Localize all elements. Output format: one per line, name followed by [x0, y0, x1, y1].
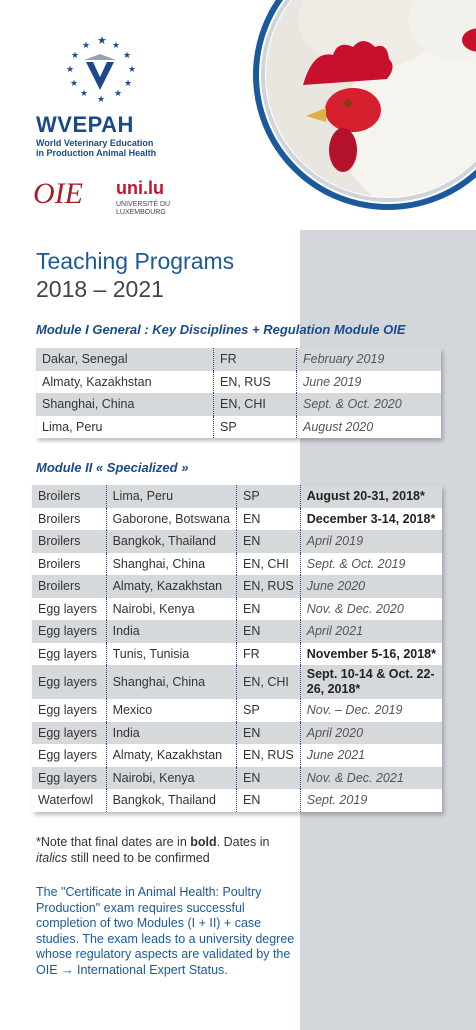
- language-cell: EN: [237, 620, 301, 643]
- module2-title: Module II « Specialized »: [36, 460, 189, 475]
- language-cell: EN: [237, 767, 301, 790]
- city-cell: Lima, Peru: [36, 416, 214, 439]
- svg-text:★: ★: [97, 95, 106, 105]
- table-row: [36, 416, 441, 439]
- language-cell: SP: [214, 416, 297, 439]
- language-cell: EN, RUS: [214, 371, 297, 394]
- language-cell: EN: [237, 508, 301, 531]
- table-row: [32, 485, 442, 508]
- date-cell: August 20-31, 2018*: [300, 485, 442, 508]
- city-cell: Gaborone, Botswana: [106, 508, 236, 531]
- wvepah-wordmark: WVEPAH: [36, 112, 134, 137]
- language-cell: EN: [237, 530, 301, 553]
- rooster-photo: [248, 0, 476, 210]
- date-cell: Sept. 10-14 & Oct. 22-26, 2018*: [300, 665, 442, 699]
- wvepah-subtitle: World Veterinary Education in Production Animal Health: [36, 138, 157, 158]
- city-cell: Tunis, Tunisia: [106, 643, 236, 666]
- language-cell: EN, CHI: [214, 393, 297, 416]
- city-cell: Dakar, Senegal: [36, 348, 214, 371]
- city-cell: Nairobi, Kenya: [106, 598, 236, 621]
- oie-logo: OIE: [33, 177, 83, 210]
- species-cell: Egg layers: [32, 665, 106, 699]
- city-cell: Almaty, Kazakhstan: [106, 575, 236, 598]
- wvepah-emblem: [30, 30, 180, 115]
- svg-text:★: ★: [97, 34, 107, 47]
- svg-text:★: ★: [112, 41, 121, 51]
- language-cell: SP: [237, 485, 301, 508]
- date-cell: June 2020: [300, 575, 442, 598]
- date-cell: June 2021: [300, 744, 442, 767]
- date-cell: August 2020: [297, 416, 442, 439]
- date-cell: April 2021: [300, 620, 442, 643]
- language-cell: FR: [237, 643, 301, 666]
- table-row: [32, 767, 442, 790]
- dates-note: *Note that final dates are in bold. Dates in italics still need to be confirmed: [36, 835, 270, 865]
- date-cell: April 2019: [300, 530, 442, 553]
- species-cell: Egg layers: [32, 620, 106, 643]
- date-cell: Sept. & Oct. 2019: [300, 553, 442, 576]
- species-cell: Egg layers: [32, 767, 106, 790]
- species-cell: Egg layers: [32, 643, 106, 666]
- svg-text:★: ★: [124, 79, 133, 89]
- module1-table: [36, 348, 441, 438]
- date-cell: Nov. & Dec. 2021: [300, 767, 442, 790]
- species-cell: Broilers: [32, 530, 106, 553]
- city-cell: Mexico: [106, 699, 236, 722]
- table-row: [32, 620, 442, 643]
- table-row: [32, 553, 442, 576]
- city-cell: Lima, Peru: [106, 485, 236, 508]
- table-row: [36, 348, 441, 371]
- city-cell: Nairobi, Kenya: [106, 767, 236, 790]
- certificate-description: The "Certificate in Animal Health: Poultry Production" exam requires successful completion of two Modules (I + II) + case studies. The exam leads to a university degree whose regulatory aspects are validated by the OIE → International Expert Status.: [36, 885, 295, 977]
- module2-table: [32, 485, 442, 812]
- date-cell: February 2019: [297, 348, 442, 371]
- city-cell: Almaty, Kazakhstan: [36, 371, 214, 394]
- svg-text:★: ★: [82, 41, 91, 51]
- table-row: [36, 371, 441, 394]
- city-cell: Shanghai, China: [36, 393, 214, 416]
- city-cell: India: [106, 620, 236, 643]
- table-row: [32, 699, 442, 722]
- date-cell: June 2019: [297, 371, 442, 394]
- svg-text:★: ★: [71, 51, 80, 61]
- species-cell: Broilers: [32, 553, 106, 576]
- species-cell: Broilers: [32, 575, 106, 598]
- svg-text:★: ★: [123, 51, 132, 61]
- svg-text:★: ★: [128, 65, 137, 75]
- species-cell: Egg layers: [32, 598, 106, 621]
- city-cell: Shanghai, China: [106, 553, 236, 576]
- species-cell: Waterfowl: [32, 789, 106, 812]
- page-years: 2018 – 2021: [36, 276, 164, 302]
- language-cell: SP: [237, 699, 301, 722]
- table-row: [32, 665, 442, 699]
- species-cell: Egg layers: [32, 699, 106, 722]
- date-cell: Nov. & Dec. 2020: [300, 598, 442, 621]
- language-cell: EN, CHI: [237, 553, 301, 576]
- table-row: [32, 575, 442, 598]
- table-row: [32, 598, 442, 621]
- table-row: [32, 722, 442, 745]
- svg-text:★: ★: [80, 89, 89, 99]
- language-cell: FR: [214, 348, 297, 371]
- date-cell: Nov. – Dec. 2019: [300, 699, 442, 722]
- date-cell: April 2020: [300, 722, 442, 745]
- city-cell: India: [106, 722, 236, 745]
- page-title: Teaching Programs: [36, 248, 235, 274]
- module1-title: Module I General : Key Disciplines + Regulation Module OIE: [36, 322, 406, 337]
- city-cell: Bangkok, Thailand: [106, 530, 236, 553]
- wvepah-v-emblem-icon: [84, 54, 116, 90]
- language-cell: EN, CHI: [237, 665, 301, 699]
- language-cell: EN: [237, 722, 301, 745]
- language-cell: EN, RUS: [237, 575, 301, 598]
- star-ring-logo-icon: [30, 30, 170, 110]
- svg-text:★: ★: [70, 79, 79, 89]
- date-cell: November 5-16, 2018*: [300, 643, 442, 666]
- city-cell: Shanghai, China: [106, 665, 236, 699]
- date-cell: Sept. & Oct. 2020: [297, 393, 442, 416]
- table-row: [36, 393, 441, 416]
- table-row: [32, 508, 442, 531]
- table-row: [32, 744, 442, 767]
- unilu-logo: uni.lu: [116, 178, 164, 198]
- table-row: [32, 530, 442, 553]
- species-cell: Egg layers: [32, 722, 106, 745]
- svg-text:★: ★: [66, 65, 75, 75]
- date-cell: Sept. 2019: [300, 789, 442, 812]
- language-cell: EN: [237, 598, 301, 621]
- unilu-subtitle: UNIVERSITÉ DU LUXEMBOURG: [116, 201, 171, 216]
- date-cell: December 3-14, 2018*: [300, 508, 442, 531]
- city-cell: Bangkok, Thailand: [106, 789, 236, 812]
- species-cell: Broilers: [32, 485, 106, 508]
- species-cell: Egg layers: [32, 744, 106, 767]
- species-cell: Broilers: [32, 508, 106, 531]
- city-cell: Almaty, Kazakhstan: [106, 744, 236, 767]
- svg-text:★: ★: [114, 89, 123, 99]
- table-row: [32, 789, 442, 812]
- language-cell: EN: [237, 789, 301, 812]
- language-cell: EN, RUS: [237, 744, 301, 767]
- table-row: [32, 643, 442, 666]
